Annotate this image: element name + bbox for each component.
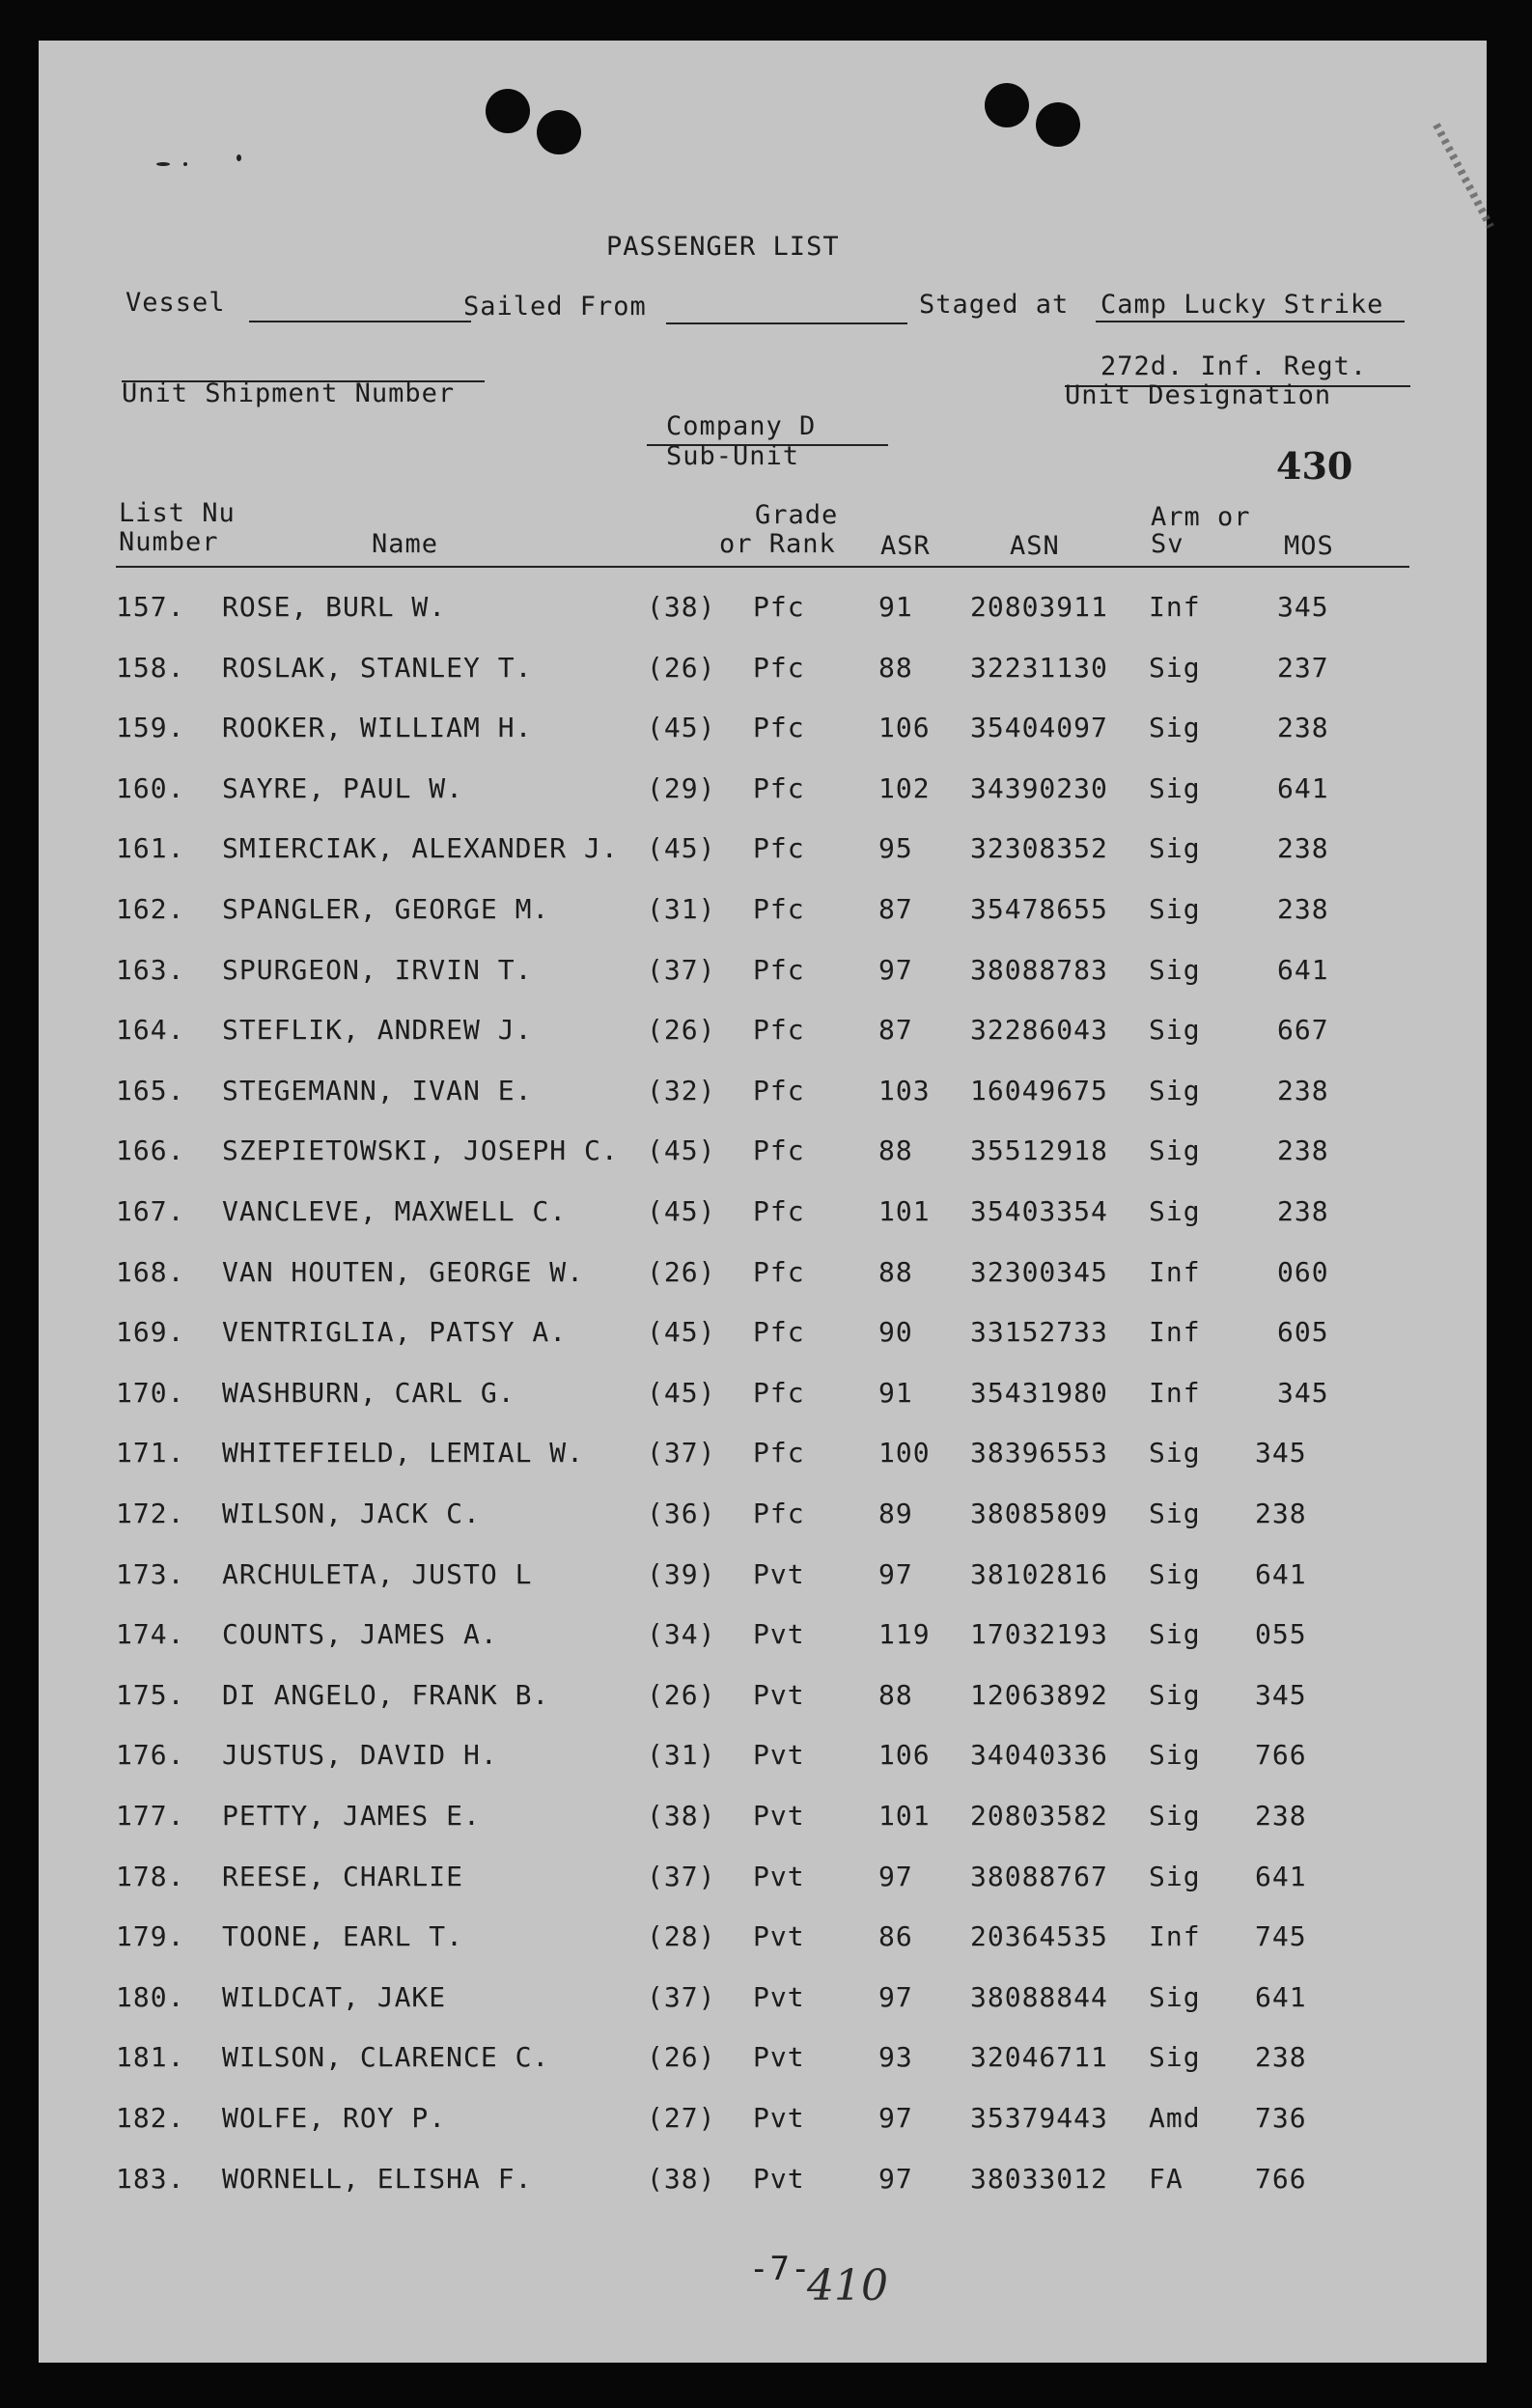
cell-age: (31) bbox=[647, 893, 716, 925]
cell-arm: Inf bbox=[1149, 1920, 1201, 1953]
cell-mos: 238 bbox=[1255, 1800, 1307, 1832]
cell-age: (28) bbox=[647, 1920, 716, 1953]
cell-grade: Pvt bbox=[753, 1800, 805, 1832]
cell-num: 181. bbox=[116, 2041, 185, 2074]
cell-num: 166. bbox=[116, 1134, 185, 1167]
cell-name: COUNTS, JAMES A. bbox=[222, 1618, 498, 1651]
cell-arm: Sig bbox=[1149, 1800, 1201, 1832]
cell-arm: Sig bbox=[1149, 771, 1201, 804]
cell-arm: Sig bbox=[1149, 1195, 1201, 1227]
cell-asn: 35478655 bbox=[970, 893, 1108, 925]
cell-arm: Inf bbox=[1149, 1316, 1201, 1349]
cell-arm: Sig bbox=[1149, 1980, 1201, 2013]
unit-shipment-label: Unit Shipment Number bbox=[122, 378, 456, 408]
cell-asr: 106 bbox=[878, 712, 931, 744]
cell-asn: 38033012 bbox=[970, 2162, 1108, 2195]
cell-name: SMIERCIAK, ALEXANDER J. bbox=[222, 832, 619, 865]
cell-asr: 97 bbox=[878, 1980, 913, 2013]
cell-age: (27) bbox=[647, 2102, 716, 2134]
cell-mos: 238 bbox=[1255, 1498, 1307, 1529]
cell-asn: 38085809 bbox=[970, 1498, 1108, 1529]
staged-at-value: Camp Lucky Strike bbox=[1100, 290, 1384, 320]
cell-age: (34) bbox=[647, 1618, 716, 1651]
cell-arm: Sig bbox=[1149, 1498, 1201, 1529]
cell-num: 163. bbox=[116, 953, 185, 986]
cell-asr: 88 bbox=[878, 651, 913, 684]
cell-asn: 35379443 bbox=[970, 2102, 1108, 2134]
cell-num: 177. bbox=[116, 1800, 185, 1832]
col-list-number-1: List Nu bbox=[119, 498, 236, 528]
cell-asr: 101 bbox=[878, 1195, 931, 1227]
cell-asr: 101 bbox=[878, 1800, 931, 1832]
cell-name: DI ANGELO, FRANK B. bbox=[222, 1678, 550, 1711]
table-row bbox=[39, 1498, 1487, 1536]
cell-num: 165. bbox=[116, 1074, 185, 1106]
sailed-from-blank bbox=[666, 322, 907, 324]
cell-num: 182. bbox=[116, 2102, 185, 2134]
cell-grade: Pfc bbox=[753, 1316, 805, 1349]
punch-hole bbox=[486, 89, 530, 133]
table-row bbox=[39, 2041, 1487, 2080]
cell-grade: Pvt bbox=[753, 2162, 805, 2195]
cell-mos: 641 bbox=[1277, 953, 1329, 986]
cell-age: (31) bbox=[647, 1739, 716, 1772]
staged-at-underline bbox=[1096, 321, 1405, 322]
cell-mos: 766 bbox=[1255, 1739, 1307, 1772]
col-mos: MOS bbox=[1284, 531, 1334, 561]
cell-grade: Pfc bbox=[753, 1195, 805, 1227]
cell-age: (29) bbox=[647, 771, 716, 804]
cell-arm: Sig bbox=[1149, 1739, 1201, 1772]
cell-age: (26) bbox=[647, 1255, 716, 1288]
table-row bbox=[39, 1195, 1487, 1234]
vessel-blank bbox=[249, 321, 471, 322]
cell-grade: Pfc bbox=[753, 1498, 805, 1529]
cell-mos: 345 bbox=[1277, 1376, 1329, 1409]
cell-age: (45) bbox=[647, 1195, 716, 1227]
cell-mos: 238 bbox=[1277, 1134, 1329, 1167]
sub-unit-label: Sub-Unit bbox=[666, 441, 800, 471]
cell-arm: Sig bbox=[1149, 1618, 1201, 1651]
cell-num: 159. bbox=[116, 712, 185, 744]
table-row bbox=[39, 712, 1487, 750]
ink-speck bbox=[183, 162, 187, 166]
table-row bbox=[39, 1558, 1487, 1597]
cell-name: VENTRIGLIA, PATSY A. bbox=[222, 1316, 568, 1349]
page-mark: -7- bbox=[749, 2250, 812, 2288]
cell-asn: 32286043 bbox=[970, 1014, 1108, 1047]
cell-asn: 32046711 bbox=[970, 2041, 1108, 2074]
cell-mos: 238 bbox=[1277, 1195, 1329, 1227]
cell-name: STEFLIK, ANDREW J. bbox=[222, 1014, 533, 1047]
table-row bbox=[39, 1316, 1487, 1355]
cell-arm: Inf bbox=[1149, 591, 1201, 623]
cell-age: (45) bbox=[647, 1376, 716, 1409]
cell-name: SAYRE, PAUL W. bbox=[222, 771, 464, 804]
table-row bbox=[39, 893, 1487, 932]
cell-num: 161. bbox=[116, 832, 185, 865]
table-row bbox=[39, 1679, 1487, 1718]
cell-asn: 34390230 bbox=[970, 771, 1108, 804]
cell-asr: 103 bbox=[878, 1074, 931, 1106]
cell-grade: Pfc bbox=[753, 591, 805, 623]
table-row bbox=[39, 1437, 1487, 1475]
cell-grade: Pfc bbox=[753, 651, 805, 684]
cell-asr: 97 bbox=[878, 1860, 913, 1892]
cell-age: (38) bbox=[647, 1800, 716, 1832]
cell-asr: 88 bbox=[878, 1678, 913, 1711]
cell-age: (26) bbox=[647, 1014, 716, 1047]
col-arm-2: Sv bbox=[1151, 529, 1184, 559]
cell-grade: Pvt bbox=[753, 1678, 805, 1711]
cell-asn: 20364535 bbox=[970, 1920, 1108, 1953]
cell-num: 157. bbox=[116, 591, 185, 623]
cell-name: ROOKER, WILLIAM H. bbox=[222, 712, 533, 744]
cell-asn: 17032193 bbox=[970, 1618, 1108, 1651]
table-row bbox=[39, 2102, 1487, 2141]
cell-num: 167. bbox=[116, 1195, 185, 1227]
cell-num: 171. bbox=[116, 1437, 185, 1470]
sailed-from-label: Sailed From bbox=[463, 292, 647, 322]
cell-asr: 100 bbox=[878, 1437, 931, 1470]
header-rule bbox=[116, 566, 1409, 568]
cell-name: WILDCAT, JAKE bbox=[222, 1980, 447, 2013]
col-grade-1: Grade bbox=[755, 500, 839, 530]
cell-grade: Pvt bbox=[753, 1618, 805, 1651]
cell-asn: 35403354 bbox=[970, 1195, 1108, 1227]
cell-arm: Sig bbox=[1149, 1074, 1201, 1106]
cell-asn: 38088844 bbox=[970, 1980, 1108, 2013]
cell-grade: Pvt bbox=[753, 1557, 805, 1590]
cell-grade: Pfc bbox=[753, 1134, 805, 1167]
cell-grade: Pfc bbox=[753, 953, 805, 986]
cell-asr: 106 bbox=[878, 1739, 931, 1772]
cell-grade: Pfc bbox=[753, 1074, 805, 1106]
cell-grade: Pfc bbox=[753, 893, 805, 925]
punch-hole bbox=[1036, 102, 1080, 147]
cell-name: STEGEMANN, IVAN E. bbox=[222, 1074, 533, 1106]
cell-mos: 055 bbox=[1255, 1618, 1307, 1651]
cell-asr: 86 bbox=[878, 1920, 913, 1953]
cell-asr: 90 bbox=[878, 1316, 913, 1349]
cell-age: (45) bbox=[647, 832, 716, 865]
cell-arm: Sig bbox=[1149, 1557, 1201, 1590]
cell-asr: 119 bbox=[878, 1618, 931, 1651]
handwritten-note: 410 bbox=[807, 2261, 888, 2310]
cell-name: PETTY, JAMES E. bbox=[222, 1800, 481, 1832]
cell-asr: 93 bbox=[878, 2041, 913, 2074]
cell-name: WORNELL, ELISHA F. bbox=[222, 2162, 533, 2195]
cell-num: 162. bbox=[116, 893, 185, 925]
table-row bbox=[39, 1800, 1487, 1838]
cell-name: TOONE, EARL T. bbox=[222, 1920, 464, 1953]
cell-arm: Amd bbox=[1149, 2102, 1201, 2134]
cell-asr: 89 bbox=[878, 1498, 913, 1529]
table-row bbox=[39, 954, 1487, 993]
cell-name: SPURGEON, IRVIN T. bbox=[222, 953, 533, 986]
cell-grade: Pvt bbox=[753, 1980, 805, 2013]
cell-num: 158. bbox=[116, 651, 185, 684]
cell-age: (45) bbox=[647, 1316, 716, 1349]
cell-age: (37) bbox=[647, 1860, 716, 1892]
cell-arm: Sig bbox=[1149, 1860, 1201, 1892]
cell-asr: 102 bbox=[878, 771, 931, 804]
table-row bbox=[39, 1377, 1487, 1415]
cell-grade: Pfc bbox=[753, 712, 805, 744]
cell-mos: 238 bbox=[1277, 712, 1329, 744]
cell-name: VAN HOUTEN, GEORGE W. bbox=[222, 1255, 585, 1288]
cell-mos: 641 bbox=[1255, 1557, 1307, 1590]
cell-mos: 736 bbox=[1255, 2102, 1307, 2134]
col-name: Name bbox=[372, 529, 439, 559]
cell-grade: Pvt bbox=[753, 1920, 805, 1953]
cell-asn: 38396553 bbox=[970, 1437, 1108, 1470]
cell-grade: Pfc bbox=[753, 1014, 805, 1047]
cell-age: (36) bbox=[647, 1498, 716, 1529]
cell-arm: Sig bbox=[1149, 1014, 1201, 1047]
edge-wear bbox=[1433, 123, 1493, 229]
cell-arm: Sig bbox=[1149, 953, 1201, 986]
cell-age: (39) bbox=[647, 1557, 716, 1590]
cell-asr: 88 bbox=[878, 1134, 913, 1167]
ink-speck bbox=[237, 154, 241, 161]
cell-asr: 88 bbox=[878, 1255, 913, 1288]
ink-speck bbox=[156, 162, 170, 166]
cell-asr: 87 bbox=[878, 1014, 913, 1047]
table-row bbox=[39, 1134, 1487, 1173]
cell-mos: 238 bbox=[1255, 2041, 1307, 2074]
table-row bbox=[39, 772, 1487, 811]
cell-mos: 641 bbox=[1277, 771, 1329, 804]
cell-arm: Inf bbox=[1149, 1255, 1201, 1288]
cell-asn: 34040336 bbox=[970, 1739, 1108, 1772]
cell-name: ROSE, BURL W. bbox=[222, 591, 447, 623]
cell-asn: 32300345 bbox=[970, 1255, 1108, 1288]
cell-num: 160. bbox=[116, 771, 185, 804]
cell-asr: 95 bbox=[878, 832, 913, 865]
cell-asn: 32231130 bbox=[970, 651, 1108, 684]
cell-mos: 766 bbox=[1255, 2162, 1307, 2195]
cell-name: WILSON, CLARENCE C. bbox=[222, 2041, 550, 2074]
cell-asn: 38088783 bbox=[970, 953, 1108, 986]
cell-num: 168. bbox=[116, 1255, 185, 1288]
cell-asr: 97 bbox=[878, 953, 913, 986]
cell-mos: 345 bbox=[1277, 591, 1329, 623]
page-number: 430 bbox=[1276, 444, 1353, 488]
cell-age: (45) bbox=[647, 712, 716, 744]
cell-num: 169. bbox=[116, 1316, 185, 1349]
cell-age: (38) bbox=[647, 2162, 716, 2195]
cell-mos: 238 bbox=[1277, 1074, 1329, 1106]
cell-arm: Sig bbox=[1149, 2041, 1201, 2074]
cell-asn: 12063892 bbox=[970, 1678, 1108, 1711]
cell-asn: 35404097 bbox=[970, 712, 1108, 744]
cell-num: 179. bbox=[116, 1920, 185, 1953]
cell-grade: Pvt bbox=[753, 2102, 805, 2134]
cell-mos: 641 bbox=[1255, 1860, 1307, 1892]
cell-num: 183. bbox=[116, 2162, 185, 2195]
punch-hole bbox=[537, 110, 581, 154]
table-row bbox=[39, 1618, 1487, 1657]
cell-age: (26) bbox=[647, 1678, 716, 1711]
cell-grade: Pvt bbox=[753, 1860, 805, 1892]
cell-asn: 38088767 bbox=[970, 1860, 1108, 1892]
cell-age: (45) bbox=[647, 1134, 716, 1167]
table-row bbox=[39, 1739, 1487, 1778]
cell-mos: 238 bbox=[1277, 832, 1329, 865]
cell-arm: Sig bbox=[1149, 1134, 1201, 1167]
col-arm-1: Arm or bbox=[1151, 502, 1251, 532]
col-asr: ASR bbox=[880, 531, 931, 561]
cell-asn: 20803582 bbox=[970, 1800, 1108, 1832]
cell-mos: 238 bbox=[1277, 893, 1329, 925]
cell-name: SPANGLER, GEORGE M. bbox=[222, 893, 550, 925]
cell-name: REESE, CHARLIE bbox=[222, 1860, 464, 1892]
cell-asn: 35431980 bbox=[970, 1376, 1108, 1409]
cell-mos: 237 bbox=[1277, 651, 1329, 684]
cell-age: (37) bbox=[647, 1437, 716, 1470]
table-row bbox=[39, 1075, 1487, 1113]
table-row bbox=[39, 1981, 1487, 2020]
table-row bbox=[39, 1920, 1487, 1959]
cell-num: 172. bbox=[116, 1498, 185, 1529]
cell-mos: 060 bbox=[1277, 1255, 1329, 1288]
cell-asn: 35512918 bbox=[970, 1134, 1108, 1167]
document-title: PASSENGER LIST bbox=[606, 232, 840, 262]
cell-asr: 97 bbox=[878, 1557, 913, 1590]
cell-asr: 91 bbox=[878, 591, 913, 623]
table-row bbox=[39, 832, 1487, 871]
cell-mos: 605 bbox=[1277, 1316, 1329, 1349]
cell-asr: 97 bbox=[878, 2162, 913, 2195]
cell-grade: Pfc bbox=[753, 832, 805, 865]
sub-unit-value: Company D bbox=[666, 411, 817, 441]
cell-asn: 33152733 bbox=[970, 1316, 1108, 1349]
cell-mos: 345 bbox=[1255, 1678, 1307, 1711]
cell-age: (32) bbox=[647, 1074, 716, 1106]
cell-name: WILSON, JACK C. bbox=[222, 1498, 481, 1529]
cell-num: 170. bbox=[116, 1376, 185, 1409]
cell-asn: 20803911 bbox=[970, 591, 1108, 623]
col-list-number-2: Number bbox=[119, 527, 219, 557]
cell-asn: 16049675 bbox=[970, 1074, 1108, 1106]
cell-mos: 345 bbox=[1255, 1437, 1307, 1470]
cell-age: (26) bbox=[647, 651, 716, 684]
cell-num: 178. bbox=[116, 1860, 185, 1892]
cell-name: WASHBURN, CARL G. bbox=[222, 1376, 515, 1409]
cell-arm: Sig bbox=[1149, 651, 1201, 684]
cell-grade: Pfc bbox=[753, 1437, 805, 1470]
cell-arm: Sig bbox=[1149, 832, 1201, 865]
cell-mos: 641 bbox=[1255, 1980, 1307, 2013]
cell-asr: 97 bbox=[878, 2102, 913, 2134]
unit-designation-value: 272d. Inf. Regt. bbox=[1100, 351, 1368, 381]
cell-name: WHITEFIELD, LEMIAL W. bbox=[222, 1437, 585, 1470]
cell-grade: Pfc bbox=[753, 1255, 805, 1288]
cell-grade: Pfc bbox=[753, 771, 805, 804]
cell-num: 180. bbox=[116, 1980, 185, 2013]
cell-name: VANCLEVE, MAXWELL C. bbox=[222, 1195, 568, 1227]
table-row bbox=[39, 1256, 1487, 1295]
cell-asr: 87 bbox=[878, 893, 913, 925]
cell-num: 175. bbox=[116, 1678, 185, 1711]
table-row bbox=[39, 1861, 1487, 1899]
cell-age: (38) bbox=[647, 591, 716, 623]
cell-mos: 745 bbox=[1255, 1920, 1307, 1953]
table-row bbox=[39, 1014, 1487, 1052]
cell-age: (26) bbox=[647, 2041, 716, 2074]
cell-num: 164. bbox=[116, 1014, 185, 1047]
cell-age: (37) bbox=[647, 1980, 716, 2013]
cell-name: JUSTUS, DAVID H. bbox=[222, 1739, 498, 1772]
cell-arm: FA bbox=[1149, 2162, 1184, 2195]
cell-grade: Pfc bbox=[753, 1376, 805, 1409]
cell-grade: Pvt bbox=[753, 1739, 805, 1772]
cell-arm: Sig bbox=[1149, 712, 1201, 744]
table-row bbox=[39, 652, 1487, 690]
cell-name: ARCHULETA, JUSTO L bbox=[222, 1557, 533, 1590]
cell-arm: Sig bbox=[1149, 893, 1201, 925]
cell-name: SZEPIETOWSKI, JOSEPH C. bbox=[222, 1134, 619, 1167]
cell-arm: Sig bbox=[1149, 1678, 1201, 1711]
cell-asn: 38102816 bbox=[970, 1557, 1108, 1590]
cell-age: (37) bbox=[647, 953, 716, 986]
cell-name: WOLFE, ROY P. bbox=[222, 2102, 447, 2134]
cell-asn: 32308352 bbox=[970, 832, 1108, 865]
cell-arm: Inf bbox=[1149, 1376, 1201, 1409]
col-grade-2: or Rank bbox=[719, 529, 836, 559]
cell-arm: Sig bbox=[1149, 1437, 1201, 1470]
col-asn: ASN bbox=[1010, 531, 1060, 561]
unit-designation-label: Unit Designation bbox=[1065, 380, 1332, 410]
staged-at-label: Staged at bbox=[919, 290, 1070, 320]
cell-mos: 667 bbox=[1277, 1014, 1329, 1047]
passenger-list-sheet bbox=[39, 41, 1487, 2363]
cell-num: 174. bbox=[116, 1618, 185, 1651]
table-row bbox=[39, 2163, 1487, 2201]
cell-num: 173. bbox=[116, 1557, 185, 1590]
cell-asr: 91 bbox=[878, 1376, 913, 1409]
cell-grade: Pvt bbox=[753, 2041, 805, 2074]
cell-num: 176. bbox=[116, 1739, 185, 1772]
punch-hole bbox=[985, 83, 1029, 127]
vessel-label: Vessel bbox=[125, 288, 226, 318]
cell-name: ROSLAK, STANLEY T. bbox=[222, 651, 533, 684]
table-row bbox=[39, 591, 1487, 630]
